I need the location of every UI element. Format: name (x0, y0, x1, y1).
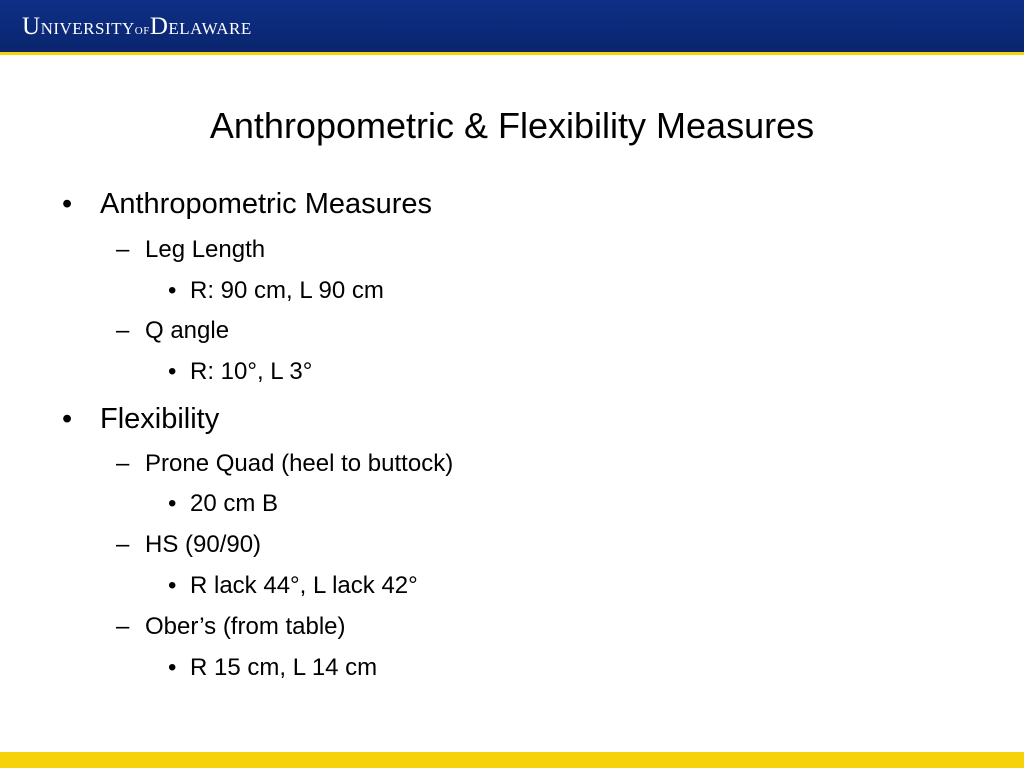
prone-quad-value: 20 cm B (190, 490, 279, 517)
subbullet-hs: HS (90/90) (145, 531, 262, 558)
q-angle-value: R: 10°, L 3° (190, 358, 313, 385)
subbullet-obers: Ober’s (from table) (145, 613, 346, 640)
subsub-bullet-marker: • (168, 572, 177, 599)
logo-word-niversity: NIVERSITY (40, 19, 135, 38)
dash-marker: – (116, 450, 130, 477)
slide-title: Anthropometric & Flexibility Measures (209, 105, 815, 146)
subsub-bullet-marker: • (168, 490, 177, 517)
obers-value: R 15 cm, L 14 cm (190, 654, 378, 681)
bullet-marker: • (62, 403, 73, 435)
subbullet-prone-quad: Prone Quad (heel to buttock) (145, 450, 454, 477)
dash-marker: – (116, 531, 130, 558)
logo-word-of: OF (134, 25, 150, 37)
logo-initial-u: U (22, 13, 41, 40)
logo-initial-d: D (149, 13, 169, 40)
subsub-bullet-marker: • (168, 654, 177, 681)
footer-gold-bar (0, 752, 1024, 768)
logo-word-elaware: ELAWARE (168, 19, 252, 38)
subbullet-leg-length: Leg Length (145, 236, 266, 263)
subsub-bullet-marker: • (168, 277, 177, 304)
leg-length-value: R: 90 cm, L 90 cm (190, 277, 384, 304)
subbullet-q-angle: Q angle (145, 317, 230, 344)
dash-marker: – (116, 613, 130, 640)
bullet-marker: • (62, 188, 73, 220)
hs-value: R lack 44°, L lack 42° (190, 572, 418, 599)
dash-marker: – (116, 236, 130, 263)
bullet-anthropometric-measures: Anthropometric Measures (100, 188, 433, 220)
dash-marker: – (116, 317, 130, 344)
bullet-flexibility: Flexibility (100, 403, 220, 435)
subsub-bullet-marker: • (168, 358, 177, 385)
